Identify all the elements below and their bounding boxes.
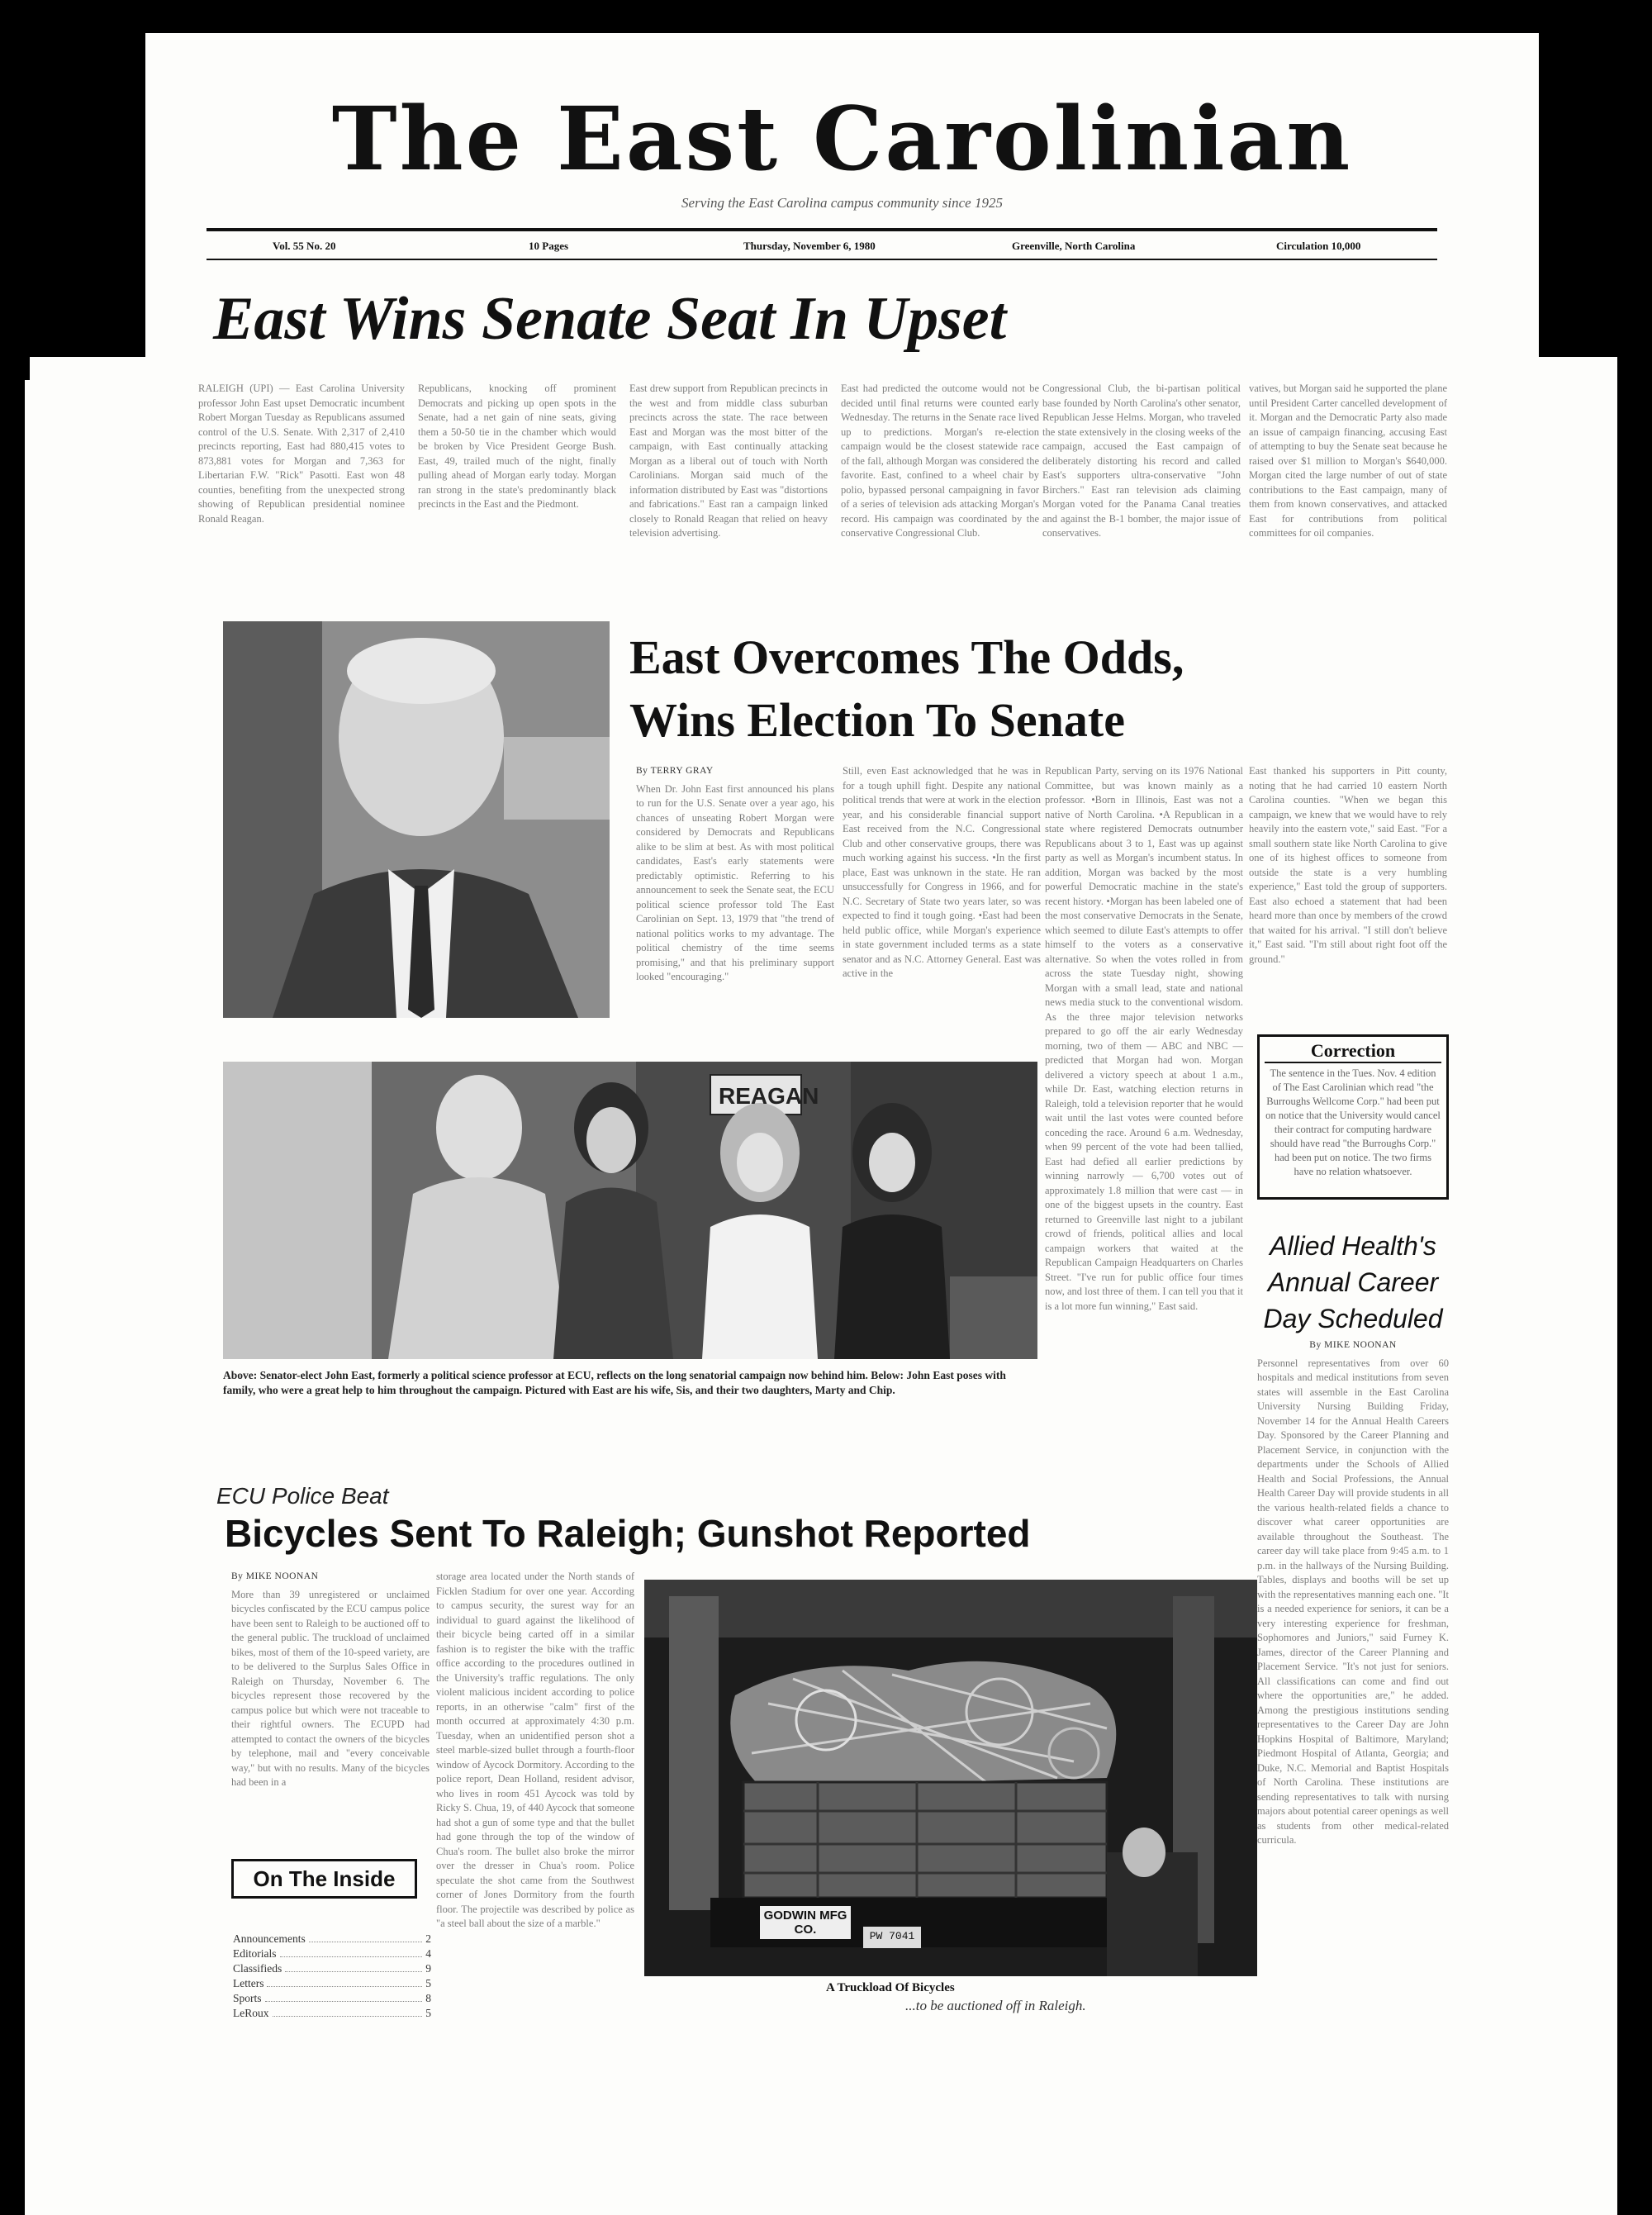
correction-body: The sentence in the Tues. Nov. 4 edition of The East Carolinian which read "the Burroughs Wellcome Corp." had been put on notice that the University would cancel their contract for computing hardware should have read "the Burroughs Corp." had been put on notice. The two firms have no relation whatsoever. xyxy=(1265,1067,1441,1177)
feature-byline: By TERRY GRAY xyxy=(636,766,714,776)
allied-headline: Allied Health's Annual Career Day Scheduled xyxy=(1263,1231,1443,1333)
police-column-1 xyxy=(231,1570,430,1855)
inside-dots xyxy=(273,2006,423,2017)
inside-item[interactable] xyxy=(233,1946,431,1961)
inside-item-page: 9 xyxy=(425,1962,431,1975)
police-column-1-text: More than 39 unregistered or unclaimed bicycles confiscated by the ECU campus police have been sent to Raleigh to be auctioned off to the general public. The truckload of unclaimed bikes, most of them of the 10-speed variety, are to be delivered to the Surplus Sales Office in Raleigh on Thursday, November 6. The bicycles represent those recovered by the campus police but which were not traceable to their rightful owners. The ECUPD had attempted to contact the owners of the bicycles by telephone, mail and "every conceivable way," but with no results. Many of the bicycles had been in a xyxy=(231,1588,430,1788)
feature-column-1-text: When Dr. John East first announced his plans to run for the U.S. Senate over a year ago, his chances of unseating Robert Morgan were considered by Democrats and Republicans alike to be slim at best. As with most political candidates, East's early statements were predictably optimistic. Referring to his announcement to seek the Senate seat, the ECU political science professor told The East Carolinian on Sept. 13, 1979 that "the trend of national politics works to my advantage. The political chemistry of the time seems promising," and that his preliminary support looked "encouraging." xyxy=(636,782,834,982)
info-date: Thursday, November 6, 1980 xyxy=(743,240,876,252)
allied-body xyxy=(1257,1338,1449,2194)
inside-item[interactable] xyxy=(233,2006,431,2021)
correction-box xyxy=(1257,1034,1449,1200)
truck-illustration xyxy=(644,1580,1257,1976)
info-volume: Vol. 55 No. 20 xyxy=(273,240,336,252)
inside-item-page: 2 xyxy=(425,1932,431,1945)
inside-dots xyxy=(280,1946,423,1957)
portrait-illustration xyxy=(223,621,610,1018)
masthead-tagline: Serving the East Carolina campus community since 1925 xyxy=(681,195,1003,211)
photo-caption: Above: Senator-elect John East, formerly a political science professor at ECU, reflects on the long senatorial campaign now behind him. Below: John East poses with family, who were a great help to him throughout the campaign. Pictured with East are his wife, Sis, and their two daughters, Marty and Chip. xyxy=(223,1369,1006,1396)
feature-column-3: Republican Party, serving on its 1976 National Committee, but was known mainly as a professor. •Born in Illinois, East was not a native of North Carolina. •A Republican in a state where registered Democrats outnumber Republicans about 3 to 1, East was up against party as well as Morgan's incumbent status. In addition, Morgan was backed by the most powerful Democratic machine in the state's recent history. •Morgan has been labeled one of the most conservative Democrats in the Senate, which seemed to dilute East's attempts to offer himself to the voters as a conservative alternative. So when the votes rolled in from across the state Tuesday night, showing Morgan with a small lead, state and national news media stuck to the conventional wisdom. As the three major television networks prepared to go off the air early Wednesday morning, two of them — ABC and NBC — predicted that Morgan had won. Morgan delivered a victory speech at about 1 a.m., while Dr. East, watching election returns in Raleigh, told a television reporter that he would wait until the last votes were counted before conceding the race. Around 6 a.m. Wednesday, when 99 percent of the vote had been tallied, East had defied all earlier predictions by winning narrowly — 6,700 votes out of approximately 1.8 million that were cast — in one of the biggest upsets in the country. East returned to Greenville last night to a jubilant crowd of friends, political allies and local campaign workers that waited at the Republican Campaign Headquarters on Charles Street. "I've run for public office four times now, and lost three of them. I can tell you that it is a lot more fun winning," East said. xyxy=(1045,765,1243,1312)
inside-item-page: 5 xyxy=(425,1977,431,1989)
inside-item-label: Letters xyxy=(233,1977,264,1989)
allied-byline: By MIKE NOONAN xyxy=(1309,1340,1397,1350)
inside-item-label: Editorials xyxy=(233,1947,277,1960)
feature-column-1 xyxy=(636,764,834,1049)
lead-column-5: Congressional Club, the bi-partisan political base founded by North Carolina's other senator, Republican Jesse Helms. Morgan, who traveled the state extensively in the closing weeks of the campaign, accused the East campaign of deliberately distorting his record and called East's supporters ultra-conservative "John Birchers." East ran television ads claiming Morgan voted for the Panama Canal treaties and against the B-1 bomber, the major issue of conservatives. xyxy=(1042,383,1241,539)
inside-box xyxy=(231,1859,417,1899)
info-pages: 10 Pages xyxy=(529,240,569,252)
truck-door-text: GODWIN MFG CO. xyxy=(763,1908,847,1937)
inside-dots xyxy=(267,1976,422,1987)
inside-list xyxy=(233,1932,431,2021)
lead-column-1: RALEIGH (UPI) — East Carolina University professor John East upset Democratic incumbent Robert Morgan Tuesday as Republicans assumed control of the U.S. Senate. With 2,317 of 2,410 precincts reporting, East had 880,415 votes to 873,881 votes for Morgan and 7,363 for Libertarian F.W. "Rick" Pasotti. East won 48 counties, benefiting from the unexpected strong showing of Republican presidential nominee Ronald Reagan. xyxy=(198,383,405,525)
family-illustration xyxy=(223,1062,1037,1359)
inside-item[interactable] xyxy=(233,1991,431,2006)
allied-body-text: Personnel representatives from over 60 hospitals and medical institutions from seven states will assemble in the East Carolina University Nursing Building Friday, November 14 for the Annual Health Careers Day. Sponsored by the Career Planning and Placement Service, in conjunction with the departments under the Schools of Allied Health and Social Professions, the Annual Health Career Day will provide students in all the various health-related fields a chance to discover what career opportunities are available throughout the Southeast. The career day will take place from 9:45 a.m. to 1 p.m. in the hallways of the Nursing Building. Tables, displays and booths will be set up with the representatives manning each one. "It is a needed experience for seniors, it can be a very interesting experience for freshman, Sophomores and Juniors," said Furney K. James, director of the Career Planning and Placement Service. "It's not just for seniors. All classifications can come and find out where the opportunities are," he added. Among the prestigious institutions sending representatives to the Career Day are John Hopkins Hospital of Baltimore, Maryland; Piedmont Hospital of Atlanta, Georgia; and Duke, N.C. Memorial and Baptist Hospitals of North Carolina. These institutions are sending representatives to talk with nursing majors about potential career openings as well as students from other medical-related curricula. xyxy=(1257,1357,1449,1846)
inside-item-page: 5 xyxy=(425,2007,431,2019)
police-byline: By MIKE NOONAN xyxy=(231,1571,319,1581)
info-rule xyxy=(206,259,1437,260)
inside-item-page: 8 xyxy=(425,1992,431,2004)
paper-sheet-left xyxy=(25,380,145,2215)
police-headline: Bicycles Sent To Raleigh; Gunshot Reported xyxy=(225,1512,1031,1555)
correction-title: Correction xyxy=(1265,1040,1441,1063)
inside-dots xyxy=(309,1932,423,1942)
feature-column-4: East thanked his supporters in Pitt county, noting that he had carried 10 eastern North Carolina counties. "When we began this campaign, we knew that we would have to rely heavily into the eastern vote," said East. "For a small southern state like North Carolina to give one of its highest offices to someone from outside the state is a very humbling experience," East told the group of supporters. East also echoed a statement that had been heard more than once by members of the crowd that waited for his arrival. "I still don't believe it," East said. "I'm still about right foot off the ground." xyxy=(1249,765,1447,965)
truck-plate: PW 7041 xyxy=(869,1930,915,1942)
inside-item-page: 4 xyxy=(425,1947,431,1960)
family-photo xyxy=(223,1062,1037,1359)
inside-title: On The Inside xyxy=(253,1866,396,1891)
inside-item-label: LeRoux xyxy=(233,2007,269,2019)
inside-item-label: Classifieds xyxy=(233,1962,282,1975)
feature-headline-line2: Wins Election To Senate xyxy=(629,693,1125,747)
inside-item[interactable] xyxy=(233,1961,431,1976)
portrait-photo xyxy=(223,621,610,1018)
lead-column-3: East drew support from Republican precincts in the west and from middle class suburban precincts across the state. The race between East and Morgan was the most bitter of the campaign, with East continually attacking Morgan as a liberal out of touch with North Carolinians. Morgan said much of the information distributed by East was "distortions and fabrications." East ran a campaign linked closely to Ronald Reagan that relied on heavy television advertising. xyxy=(629,383,828,539)
masthead-title: The East Carolinian xyxy=(331,87,1353,190)
reagan-sign-text: REAGAN xyxy=(719,1083,819,1109)
info-bar xyxy=(206,240,1437,256)
info-circulation: Circulation 10,000 xyxy=(1276,240,1361,252)
police-kicker: ECU Police Beat xyxy=(216,1483,389,1509)
inside-item[interactable] xyxy=(233,1976,431,1991)
truck-photo xyxy=(644,1580,1257,1976)
truck-caption-title: A Truckload Of Bicycles xyxy=(826,1981,955,1994)
top-rule xyxy=(206,228,1437,231)
inside-item-label: Announcements xyxy=(233,1932,306,1945)
inside-item[interactable] xyxy=(233,1932,431,1946)
lead-column-6: vatives, but Morgan said he supported the plane until President Carter cancelled development of it. Morgan and the Democratic Party also made an issue of campaign financing, accusing East of attempting to buy the Senate seat because he raised over $1 million to Morgan's $640,000. Morgan cited the large number of out of state contributions to the East campaign, many of them from known conservatives, and attacked East for contributions from political committees for oil companies. xyxy=(1249,383,1447,539)
lead-column-2: Republicans, knocking off prominent Democrats and picking up open spots in the Senate, had a net gain of nine seats, giving them a 50-50 tie in the chamber which would be broken by Vice President George Bush. East, 49, trailed much of the night, finally pulling ahead of Morgan early today. Morgan ran strong in the state's predominantly black precincts in the East and the Piedmont. xyxy=(418,383,616,510)
inside-item-label: Sports xyxy=(233,1992,262,2004)
police-column-2: storage area located under the North stands of Ficklen Stadium for over one year. According to campus security, the surest way for an individual to guard against the likelihood of their bicycle being carted off in a similar fashion is to register the bike with the traffic office according to the procedures outlined in the University's traffic regulations. The only violent malicious incident according to police reports, in an otherwise "calm" first of the month occurred at approximately 4:30 p.m. Tuesday, when an unidentified person shot a steel marble-sized bullet through a fourth-floor window of Aycock Dormitory. According to the police report, Dean Holland, resident advisor, who lives in room 451 Aycock was told by Ricky S. Chua, 19, of 440 Aycock that someone had shot a gun of some type and that the bullet had gone through the top of the window of Chua's room. The bullet also broke the mirror over the dresser in Chua's room. Police speculate the shot came from the Southwest corner of Jones Dormitory from the fourth floor. The projectile was described by police as "a steel ball about the size of a marble." xyxy=(436,1571,634,1929)
info-place: Greenville, North Carolina xyxy=(1012,240,1136,252)
feature-column-2: Still, even East acknowledged that he was in for a tough uphill fight. Despite any national political trends that were at work in the election year, and his considerable financial support East received from the N.C. Congressional Club and other conservative groups, there was much working against his success. •In the first place, East was unknown in the state. He ran unsuccessfully for Congress in 1966, and for N.C. Secretary of State two years later, so was expected to find it tough going. •East had been held public office, while Morgan's experience in state government included terms as a state senator and as N.C. Attorney General. East was active in the xyxy=(843,765,1041,979)
feature-headline-line1: East Overcomes The Odds, xyxy=(629,630,1184,684)
truck-caption-sub: ...to be auctioned off in Raleigh. xyxy=(905,1998,1086,2013)
lead-column-4: East had predicted the outcome would not be decided until final returns were counted early Wednesday. The returns in the Senate race lived up to predictions. Morgan's re-election campaign would be the closest statewide race of the fall, although Morgan was considered the favorite. East, confined to a wheel chair by polio, bypassed personal campaigning in favor of a series of television ads attacking Morgan's record. His campaign was coordinated by the conservative Congressional Club. xyxy=(841,383,1039,539)
lead-headline: East Wins Senate Seat In Upset xyxy=(213,285,1007,353)
inside-dots xyxy=(265,1991,423,2002)
inside-dots xyxy=(285,1961,422,1972)
